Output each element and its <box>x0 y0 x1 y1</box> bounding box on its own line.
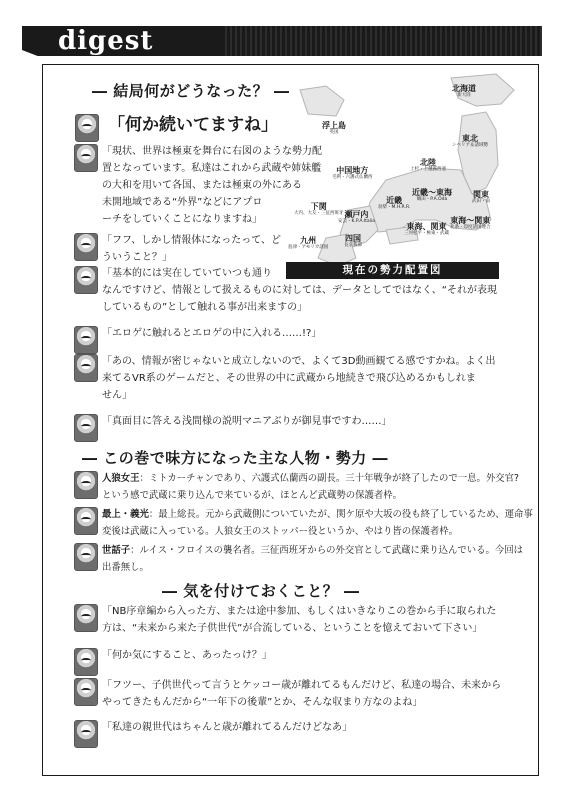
map-region-chugoku <box>332 166 373 180</box>
map-region-tohoku <box>452 134 488 148</box>
region-faction: 大内、大友・三征西班牙 <box>294 211 344 216</box>
dialogue-item <box>74 143 322 228</box>
dialogue-text: 「私達の親世代はちゃんと歳が離れてるんだけどなあ」 <box>102 722 352 733</box>
dialogue-line: なんですけど、情報として扱えるものに対しては、データとしてではなく、“それが表現 <box>102 285 497 296</box>
character-name: 世話子 <box>102 545 131 556</box>
big-quote: 「何か続いてますね」 <box>108 115 278 135</box>
region-name: 東北 <box>462 134 478 143</box>
dialogue-text: 「真面目に答える浅間様の説明マニアぶりが御見事ですわ……」 <box>102 416 392 427</box>
dialogue-line: せん」 <box>102 390 132 401</box>
character-description <box>102 506 533 540</box>
dialogue-line: 来てるVR系のゲームだと、その世界の中に武蔵から地続きで飛び込めるかもしれま <box>102 373 476 384</box>
dialogue-text: 「何か気にすること、あったっけ？」 <box>102 650 272 661</box>
dialogue-line: の大和を用いて各国、または極東の外にある <box>102 180 302 191</box>
dialogue-text <box>102 603 496 637</box>
character-avatar-icon <box>74 354 98 382</box>
dialogue-item <box>74 603 496 637</box>
region-faction: 羽柴・M.H.R.R. <box>378 205 411 210</box>
character-name: 最上・義光 <box>102 509 149 520</box>
dialogue-text <box>102 677 501 711</box>
dialogue-line: 未開地域である“外界”などにアプロ <box>102 197 263 208</box>
dialogue-item <box>74 353 495 404</box>
dialogue-line: 方は、“未来から来た子供世代”が合流している、ということを憶えておいて下さい」 <box>102 623 483 634</box>
character-line: 変後は武蔵に入っている。人狼女王のストッパー役というか、やはり皆の保護者枠。 <box>102 526 458 537</box>
dialogue-line: 置となっています。私達はこれから武蔵や姉妹艦 <box>102 163 322 174</box>
region-faction: シベリア＆諸域勢 <box>452 143 488 148</box>
map-region-floating-island <box>322 121 346 135</box>
region-faction: 島津・アモリカ諸国 <box>288 245 329 250</box>
region-faction: 毛利・六護式仏蘭西 <box>332 175 373 180</box>
character-line: 出番無し。 <box>102 562 149 573</box>
map-region-tokai-and-kanto <box>404 222 449 236</box>
character-description <box>102 542 523 576</box>
character-avatar-icon <box>74 507 98 535</box>
section-heading-allies: ― この巻で味方になった主な人物・勢力 ― <box>82 449 388 467</box>
dialogue-text <box>102 232 281 266</box>
map-region-kanto <box>472 190 490 204</box>
dialogue-line: 「現状、世界は極東を舞台に右図のような勢力配 <box>102 146 322 157</box>
dialogue-item <box>74 325 321 354</box>
dialogue-item <box>74 232 281 266</box>
character-avatar-icon <box>74 266 98 294</box>
dialogue-text <box>102 353 495 404</box>
region-faction: 武田・南 <box>472 199 490 204</box>
character-avatar-icon <box>74 543 98 571</box>
character-avatar-icon <box>74 471 98 499</box>
character-line: という感で武蔵に乗り込んで来ているが、ほとんど武蔵勢の保護者枠。 <box>102 490 403 501</box>
character-avatar-icon <box>74 233 98 261</box>
character-avatar-icon <box>74 604 98 632</box>
region-name: 近畿～東海 <box>412 188 452 197</box>
dialogue-item <box>74 677 501 711</box>
map-region-hokuriku <box>410 158 446 172</box>
dialogue-line: しているもの”として触れる事が出来ますの」 <box>102 302 308 313</box>
character-name: 人狼女王 <box>102 473 140 484</box>
dialogue-text: 「エロゲに触れるとエロゲの中に入れる……!?」 <box>102 328 322 339</box>
dialogue-line: やってきたもんだから“一年下の後輩”とか、そんな収まり方なのよね」 <box>102 697 423 708</box>
region-faction: 安芸・K.P.A.Italia <box>338 219 375 224</box>
character-entry <box>74 506 536 540</box>
character-entry <box>74 542 536 576</box>
map-region-kinki-tokai <box>412 188 452 202</box>
dialogue-line: ーチをしていくことになりますね」 <box>102 214 262 225</box>
dialogue-line: 「あの、情報が密じゃないと成立しないので、よくて3D動画観てる感ですかね。よく出 <box>102 356 496 367</box>
region-faction: 英国 <box>329 130 339 135</box>
region-name: 近畿 <box>386 196 403 205</box>
region-faction: 北条・印度諸国連合 <box>450 225 491 230</box>
region-name: 下関 <box>310 202 327 211</box>
header-stripe <box>222 26 542 56</box>
character-avatar-icon <box>74 678 98 706</box>
map-region-kinki <box>378 196 410 210</box>
map-region-hokkaido <box>452 84 476 98</box>
map-region-shimonoseki <box>294 202 344 216</box>
character-line: ：ルイス・フロイスの襲名者。三征西班牙からの外交官として武蔵に乗り込んでいる。今回は <box>130 545 523 556</box>
region-faction: 新大陸 <box>457 93 471 98</box>
dialogue-item <box>74 413 392 442</box>
map-caption: 現在の勢力配置図 <box>286 262 499 279</box>
page-title: digest <box>58 26 154 56</box>
dialogue-item <box>74 647 272 676</box>
region-name: 北陸 <box>420 158 436 167</box>
map-region-setouchi <box>338 210 375 224</box>
dialogue-line: ういうこと？」 <box>102 252 172 263</box>
character-entry <box>74 470 536 504</box>
section-heading-notes: ― 気を付けておくこと？ ― <box>162 582 360 600</box>
region-name: 関東 <box>473 190 489 199</box>
region-name: 東海～関東 <box>450 216 491 225</box>
region-name: 浮上島 <box>322 121 346 130</box>
character-avatar-icon <box>74 648 98 676</box>
region-faction: 上杉・上越露西亜 <box>410 167 446 172</box>
region-faction: 三河松平・極東・武蔵 <box>404 231 449 236</box>
dialogue-item <box>74 719 352 748</box>
region-faction: 織田・P.A.Oda <box>416 197 448 202</box>
region-name: 北海道 <box>452 84 476 93</box>
region-name: 東海、関東 <box>406 222 447 231</box>
section-heading-summary: ― 結局何がどうなった？ ― <box>92 82 290 100</box>
character-avatar-icon <box>75 114 99 142</box>
character-line: ：最上総長。元から武蔵側についていたが、関ケ原や大坂の役も終了しているため、運命事 <box>148 509 533 520</box>
dialogue-line: 「NB序章編から入った方、または途中参加、もしくはいきなりこの巻から手に取られた <box>102 606 497 617</box>
region-name: 九州 <box>300 236 317 245</box>
map-region-kyushu <box>288 236 328 250</box>
region-name: 中国地方 <box>336 166 369 175</box>
dialogue-line: 「フツー、子供世代って言うとケッコー歳が離れてるもんだけど、私達の場合、未来から <box>102 680 502 691</box>
dialogue-line: 「フフ、しかし情報体になったって、ど <box>102 235 281 246</box>
map-region-shikoku <box>344 234 362 248</box>
dialogue-line: 「基本的には実在していていつも通り <box>102 268 272 279</box>
character-avatar-icon <box>74 720 98 748</box>
character-avatar-icon <box>74 414 98 442</box>
region-name: 四国 <box>345 234 361 243</box>
character-line: ：ミトカーチャンであり、六護式仏蘭西の副長。三十年戦争が終了したので一息。外交官? <box>139 473 519 484</box>
character-description <box>102 470 519 504</box>
region-faction: 長宗我部 <box>344 243 362 248</box>
region-name: 瀬戸内 <box>344 210 369 219</box>
map-region-tokai-kanto <box>450 216 491 230</box>
character-avatar-icon <box>74 144 98 172</box>
character-avatar-icon <box>74 326 98 354</box>
